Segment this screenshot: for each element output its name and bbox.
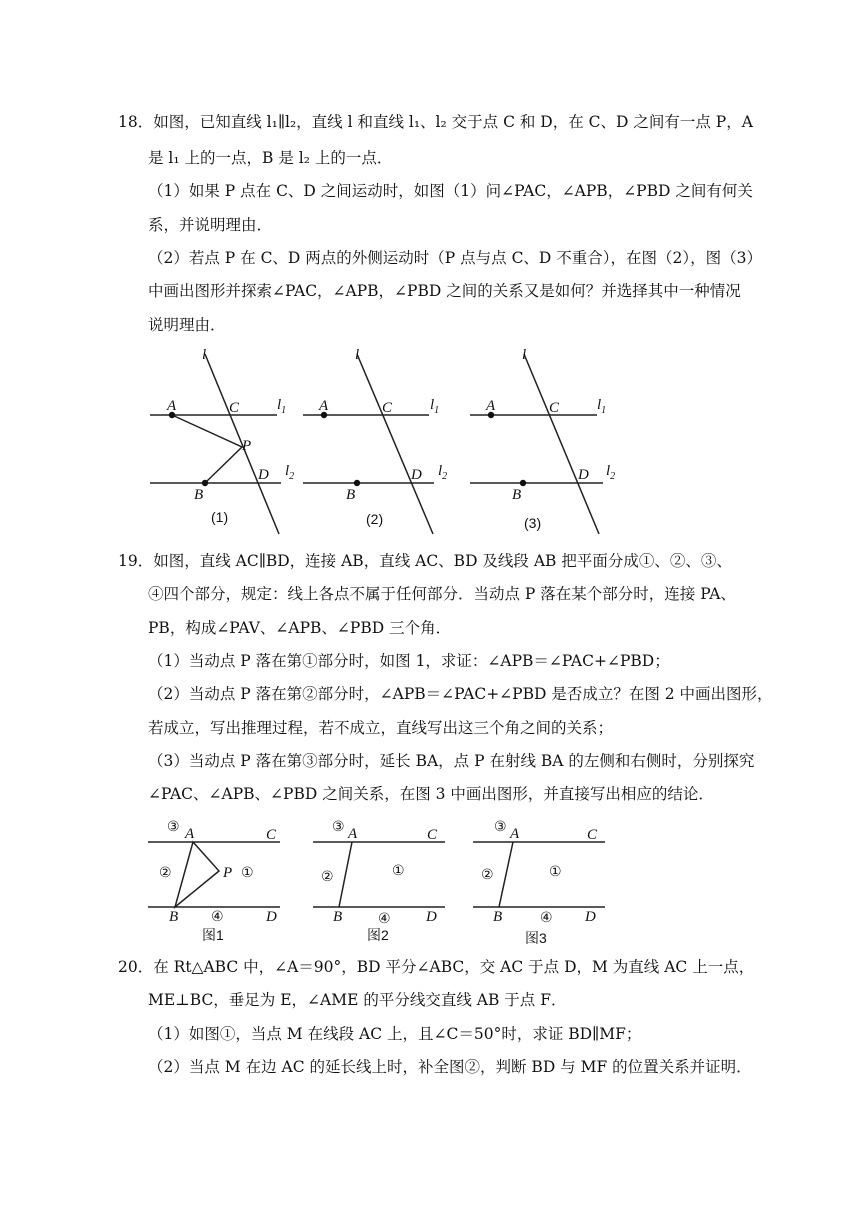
label-b: B bbox=[333, 909, 343, 925]
q18-figure-3 bbox=[467, 342, 627, 537]
region-3: ③ bbox=[167, 818, 180, 834]
label-a: A bbox=[510, 826, 520, 842]
q19-line-7: （3）当动点 P 落在第③部分时，延长 BA，点 P 在射线 BA 的左侧和右侧时，分别探究 bbox=[148, 752, 755, 770]
label-c: C bbox=[266, 827, 277, 843]
q18-line-1: 18．如图，已知直线 l₁∥l₂，直线 l 和直线 l₁、l₂ 交于点 C 和 D，在 C、D 之间有一点 P，A bbox=[118, 113, 753, 131]
label-d: D bbox=[585, 909, 596, 925]
label-c: C bbox=[587, 827, 598, 843]
segment-ab bbox=[499, 842, 513, 907]
region-3: ③ bbox=[494, 818, 507, 834]
q20-line-3: （1）如图①，当点 M 在线段 AC 上，且∠C＝50°时，求证 BD∥MF； bbox=[148, 1025, 642, 1043]
q19-line-5: （2）当动点 P 落在第②部分时，∠APB＝∠PAC+∠PBD 是否成立？在图 2 中画出图形， bbox=[148, 685, 773, 703]
region-4: ④ bbox=[378, 910, 391, 926]
label-c: C bbox=[229, 400, 240, 416]
region-1: ① bbox=[241, 864, 254, 880]
figure-caption: (2) bbox=[366, 511, 384, 527]
label-l2: $l_2$ bbox=[285, 463, 295, 482]
q19-line-1: 19．如图，直线 AC∥BD，连接 AB，直线 AC、BD 及线段 AB 把平面分成①、②、③、 bbox=[118, 552, 732, 570]
label-a: A bbox=[348, 826, 358, 842]
label-c: C bbox=[427, 827, 438, 843]
label-p: P bbox=[223, 865, 233, 881]
label-d: D bbox=[411, 467, 422, 483]
region-4: ④ bbox=[211, 908, 224, 924]
q18-line-6: 中画出图形并探索∠PAC，∠APB，∠PBD 之间的关系又是如何？并选择其中一种情况 bbox=[148, 282, 741, 300]
q18-line-2: 是 l₁ 上的一点，B 是 l₂ 上的一点． bbox=[148, 149, 393, 167]
figure-caption: 图3 bbox=[525, 930, 547, 946]
q19-line-6: 若成立，写出推理过程，若不成立，直线写出这三个角之间的关系； bbox=[148, 719, 614, 737]
q18-line-4: 系，并说明理由． bbox=[148, 216, 273, 234]
line-l bbox=[524, 354, 599, 534]
figure-caption: (1) bbox=[211, 509, 229, 525]
figure-caption: (3) bbox=[524, 515, 542, 531]
label-a: A bbox=[185, 826, 195, 842]
triangle-apb bbox=[175, 842, 219, 907]
label-d: D bbox=[266, 909, 277, 925]
q19-line-4: （1）当动点 P 落在第①部分时，如图 1，求证：∠APB＝∠PAC+∠PBD； bbox=[148, 652, 670, 670]
label-p: P bbox=[242, 438, 252, 454]
label-l: l bbox=[355, 347, 360, 363]
q19-line-2: ④四个部分，规定：线上各点不属于任何部分．当动点 P 落在某个部分时，连接 PA、 bbox=[148, 585, 736, 603]
region-1: ① bbox=[549, 863, 562, 879]
label-b: B bbox=[194, 487, 204, 503]
q18-line-7: 说明理由． bbox=[148, 316, 226, 334]
line-l bbox=[357, 354, 433, 534]
figure-caption: 图2 bbox=[367, 927, 389, 943]
label-c: C bbox=[382, 400, 393, 416]
q18-figure-1 bbox=[145, 342, 305, 537]
point-b bbox=[520, 480, 526, 486]
label-l1: $l_1$ bbox=[430, 397, 440, 416]
q19-figure-1 bbox=[145, 815, 285, 947]
label-d: D bbox=[578, 467, 589, 483]
q18-figure-2 bbox=[300, 342, 460, 537]
segment-ab bbox=[339, 842, 352, 907]
label-d: D bbox=[258, 467, 269, 483]
region-1: ① bbox=[392, 862, 405, 878]
label-a: A bbox=[167, 398, 177, 414]
q20-line-4: （2）当点 M 在边 AC 的延长线上时，补全图②，判断 BD 与 MF 的位置关系并证明． bbox=[148, 1058, 752, 1076]
q19-figure-2 bbox=[310, 815, 450, 947]
label-l1: $l_1$ bbox=[597, 397, 607, 416]
label-a: A bbox=[319, 398, 329, 414]
q20-line-2: ME⊥BC，垂足为 E，∠AME 的平分线交直线 AB 于点 F． bbox=[148, 991, 567, 1009]
figure-caption: 图1 bbox=[202, 927, 224, 943]
label-b: B bbox=[169, 909, 179, 925]
q18-line-3: （1）如果 P 点在 C、D 之间运动时，如图（1）问∠PAC，∠APB，∠PBD 之间有何关 bbox=[148, 182, 753, 200]
q19-line-3: PB，构成∠PAV、∠APB、∠PBD 三个角． bbox=[148, 619, 452, 637]
region-4: ④ bbox=[540, 909, 553, 925]
segments-apb bbox=[172, 415, 242, 483]
label-b: B bbox=[346, 487, 356, 503]
region-2: ② bbox=[321, 868, 334, 884]
region-2: ② bbox=[481, 866, 494, 882]
q19-line-8: ∠PAC、∠APB、∠PBD 之间关系，在图 3 中画出图形，并直接写出相应的结论． bbox=[148, 785, 714, 803]
label-l2: $l_2$ bbox=[606, 463, 616, 482]
label-a: A bbox=[486, 398, 496, 414]
label-l: l bbox=[522, 347, 527, 363]
region-2: ② bbox=[159, 864, 172, 880]
label-b: B bbox=[512, 487, 522, 503]
label-c: C bbox=[549, 400, 560, 416]
label-l2: $l_2$ bbox=[438, 463, 448, 482]
label-d: D bbox=[426, 909, 437, 925]
q18-line-5: （2）若点 P 在 C、D 两点的外侧运动时（P 点与点 C、D 不重合），在图（2），图（3） bbox=[148, 249, 763, 267]
label-l: l bbox=[202, 347, 207, 363]
q19-figure-3 bbox=[470, 815, 610, 947]
region-3: ③ bbox=[332, 818, 345, 834]
label-b: B bbox=[493, 909, 503, 925]
label-l1: $l_1$ bbox=[277, 397, 287, 416]
point-b bbox=[354, 480, 360, 486]
point-b bbox=[202, 480, 208, 486]
q20-line-1: 20．在 Rt△ABC 中，∠A＝90°，BD 平分∠ABC，交 AC 于点 D，M 为直线 AC 上一点， bbox=[118, 958, 755, 976]
